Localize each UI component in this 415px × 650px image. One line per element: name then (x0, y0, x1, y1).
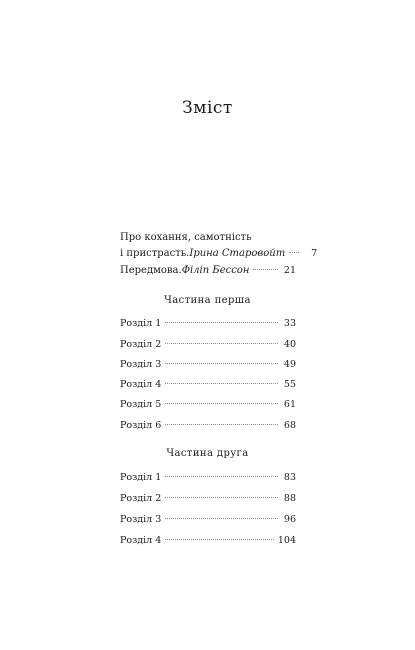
toc-entry-chapter[interactable] (120, 418, 296, 434)
toc-entry-intro[interactable] (120, 230, 318, 262)
toc-entry-chapter[interactable] (120, 470, 296, 486)
toc-page-number: 88 (283, 493, 296, 504)
dot-leader (165, 322, 278, 323)
toc-entry-title-cont: і пристрасть. (120, 248, 190, 259)
toc-entry-title: Передмова. (120, 265, 182, 276)
chapter-label: Розділ 3 (120, 359, 162, 370)
chapter-label: Розділ 4 (120, 379, 162, 390)
chapter-label: Розділ 1 (120, 472, 162, 483)
toc-entry-line (120, 230, 296, 246)
toc-entry-chapter[interactable] (120, 397, 296, 413)
toc-page-number: 21 (283, 265, 296, 276)
toc-page-number: 68 (283, 420, 296, 431)
toc-entry-chapter[interactable] (120, 533, 296, 549)
chapter-label: Розділ 4 (120, 535, 162, 546)
toc-entry-title: Про кохання, самотність (120, 232, 252, 243)
dot-leader (165, 497, 278, 498)
part-heading: Частина друга (166, 448, 249, 459)
chapter-label: Розділ 6 (120, 420, 162, 431)
toc-page-number: 61 (283, 399, 296, 410)
toc-entry-chapter[interactable] (120, 337, 296, 353)
dot-leader (165, 383, 278, 384)
toc-page-number: 33 (283, 318, 296, 329)
toc-page-number: 96 (283, 514, 296, 525)
toc-entry-line (120, 246, 318, 262)
page-title: Зміст (182, 98, 233, 118)
chapter-label: Розділ 3 (120, 514, 162, 525)
chapter-label: Розділ 2 (120, 493, 162, 504)
chapter-label: Розділ 5 (120, 399, 162, 410)
toc-page-number: 40 (283, 339, 296, 350)
toc-entry-chapter[interactable] (120, 512, 296, 528)
toc-entry-chapter[interactable] (120, 357, 296, 373)
toc-entry-line (120, 263, 296, 279)
toc-page-number: 104 (277, 535, 296, 546)
dot-leader (253, 269, 278, 270)
dot-leader (165, 518, 278, 519)
dot-leader (165, 476, 278, 477)
toc-page-number: 55 (283, 379, 296, 390)
part-heading: Частина перша (164, 295, 251, 306)
toc-entry-foreword[interactable] (120, 263, 296, 279)
dot-leader (165, 424, 278, 425)
dot-leader (165, 343, 278, 344)
toc-entry-chapter[interactable] (120, 491, 296, 507)
toc-entry-author: Філіп Бессон (181, 265, 250, 276)
toc-page-number: 83 (283, 472, 296, 483)
dot-leader (165, 363, 278, 364)
dot-leader (289, 252, 299, 253)
chapter-label: Розділ 2 (120, 339, 162, 350)
toc-entry-author: Ірина Старовойт (189, 248, 286, 259)
toc-entry-chapter[interactable] (120, 377, 296, 393)
chapter-label: Розділ 1 (120, 318, 162, 329)
toc-page-number: 7 (311, 248, 318, 259)
toc-page-number: 49 (283, 359, 296, 370)
toc-entry-chapter[interactable] (120, 316, 296, 332)
dot-leader (165, 539, 274, 540)
dot-leader (165, 403, 278, 404)
